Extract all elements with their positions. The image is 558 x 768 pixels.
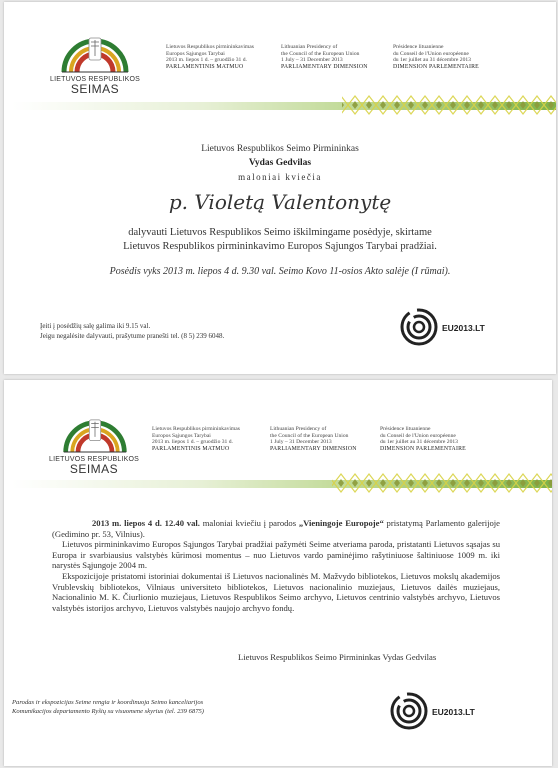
- header-lt-line: 2013 m. liepos 1 d. – gruodžio 31 d.: [152, 439, 233, 446]
- header-fr-line: Présidence lituanienne: [380, 426, 431, 432]
- org-name-line1: LIETUVOS RESPUBLIKOS: [49, 456, 139, 463]
- header-fr-dimension: DIMENSION PARLEMENTAIRE: [393, 63, 479, 70]
- header-col-lt: [166, 44, 254, 70]
- seimas-seal-icon: [58, 32, 132, 76]
- header-fr-line: du 1er juillet au 31 décembre 2013: [380, 439, 458, 446]
- header-en-line: Lithuanian Presidency of: [281, 44, 338, 50]
- note-rsvp: Jeigu negalėsite dalyvauti, prašytume pranešti tel. (8 5) 239 6048.: [40, 331, 225, 340]
- eu2013-label: EU2013.LT: [432, 707, 475, 717]
- eu2013-logo-icon: [390, 692, 428, 735]
- folk-pattern-band: [12, 472, 552, 494]
- invitation-body-line: dalyvauti Lietuvos Respublikos Seimo iškilmingame posėdyje, skirtame: [128, 227, 432, 238]
- org-name-line1: LIETUVOS RESPUBLIKOS: [50, 76, 140, 83]
- header-fr-line: du Conseil de l'Union européenne: [380, 432, 456, 439]
- header-lt-line: 2013 m. liepos 1 d. – gruodžio 31 d.: [166, 57, 247, 64]
- footer-note: [12, 698, 204, 716]
- intro-text: maloniai kviečiu į parodos: [199, 518, 299, 528]
- header-lt-dimension: PARLAMENTINIS MATMUO: [166, 63, 244, 70]
- invitation-card-2: [4, 380, 552, 766]
- header-col-en: [270, 426, 357, 452]
- folk-pattern-band: [12, 94, 556, 116]
- header-col-fr: [380, 426, 466, 452]
- exhibition-title: „Vieningoje Europoje“: [298, 518, 384, 528]
- exhibition-text: [52, 518, 500, 613]
- host-name: Vydas Gedvilas: [248, 158, 312, 168]
- exhibition-description: Lietuvos pirmininkavimo Europos Sąjungos Tarybai pradžiai pažymėti Seime atveriama paroda, pristatanti Lietuvos sąsajas su Europa ir svarbiausius valstybės kūrimosi momentus – nuo Lietuvos vardo paminėjimo rašytiniuose šaltiniuose 1009 m. iki narystės Sąjungoje 2004 m.: [52, 539, 500, 571]
- invitation-card-1: [4, 2, 556, 374]
- footer-line: Parodas ir ekspozicijas Seime rengia ir koordinuoja Seimo kanceliarijos: [12, 699, 204, 706]
- header-fr-dimension: DIMENSION PARLEMENTAIRE: [380, 445, 466, 452]
- invitation-body-line: Lietuvos Respublikos pirmininkavimo Europos Sąjungos Tarybai pradžiai.: [123, 240, 437, 252]
- header-fr-line: du 1er juillet au 31 décembre 2013: [393, 57, 471, 64]
- header-col-en: [281, 44, 368, 70]
- header-en-dimension: PARLIAMENTARY DIMENSION: [270, 445, 357, 452]
- host-line: Lietuvos Respublikos Seimo Pirmininkas: [201, 144, 359, 154]
- event-date: 2013 m. liepos 4 d. 12.40 val.: [92, 518, 200, 528]
- exhibition-intro: [52, 518, 500, 539]
- session-info: Posėdis vyks 2013 m. liepos 4 d. 9.30 val. Seimo Kovo 11-osios Akto salėje (I rūmai).: [109, 266, 451, 277]
- header-fr-line: du Conseil de l'Union européenne: [393, 50, 469, 57]
- header-en-dimension: PARLIAMENTARY DIMENSION: [281, 63, 368, 70]
- signature-line: Lietuvos Respublikos Seimo Pirmininkas Vydas Gedvilas: [238, 652, 437, 662]
- intro-location: pristatymą Parlamento galerijoje (Gedimino pr. 53, Vilnius).: [52, 518, 500, 539]
- header-en-line: 1 July – 31 December 2013: [270, 439, 332, 446]
- eu2013-logo-icon: [400, 308, 438, 351]
- header-en-line: Lithuanian Presidency of: [270, 426, 327, 432]
- eu2013-label: EU2013.LT: [442, 323, 485, 333]
- header-en-line: the Council of the European Union: [270, 432, 349, 439]
- header-lt-line: Europos Sąjungos Tarybai: [166, 50, 225, 57]
- invitation-body: [4, 226, 556, 253]
- org-name-line2: SEIMAS: [70, 82, 120, 97]
- header-col-lt: [152, 426, 240, 452]
- header-lt-line: Lietuvos Respublikos pirmininkavimas: [152, 426, 240, 432]
- header-lt-line: Lietuvos Respublikos pirmininkavimas: [166, 44, 254, 50]
- header-lt-line: Europos Sąjungos Tarybai: [152, 432, 211, 439]
- notes: [40, 322, 224, 341]
- guest-name: p. Violetą Valentonytę: [168, 190, 392, 214]
- exhibition-sources: Ekspozicijoje pristatomi istoriniai dokumentai iš Lietuvos nacionalinės M. Mažvydo bibliotekos, Lietuvos mokslų akademijos Vrublevskių bibliotekos, Vilniaus universiteto bibliotekos, Lietuvos nacionalinio muziejaus, Lietuvos dailės muziejaus, Nacionalinio M. K. Čiurlionio muziejaus, Lietuvos Respublikos Seimo archyvo, Lietuvos centrinio valstybės archyvo, Lietuvos valstybės istorijos archyvo, Lietuvos valstybės naujojo archyvo fondų.: [52, 570, 500, 613]
- seimas-seal-icon: [60, 414, 130, 456]
- org-name-line2: SEIMAS: [69, 462, 119, 477]
- invites-text: maloniai kviečia: [238, 172, 322, 182]
- note-entry-time: Įeiti į posėdžių salę galima iki 9.15 val.: [40, 322, 151, 330]
- org-name: [44, 76, 146, 96]
- header-en-line: the Council of the European Union: [281, 50, 360, 57]
- header-fr-line: Présidence lituanienne: [393, 44, 444, 50]
- header-lt-dimension: PARLAMENTINIS MATMUO: [152, 445, 230, 452]
- header-en-line: 1 July – 31 December 2013: [281, 57, 343, 64]
- header-col-fr: [393, 44, 479, 70]
- footer-line: Komunikacijos departamento Ryšių su visuomene skyrius (tel. 239 6875): [12, 708, 204, 715]
